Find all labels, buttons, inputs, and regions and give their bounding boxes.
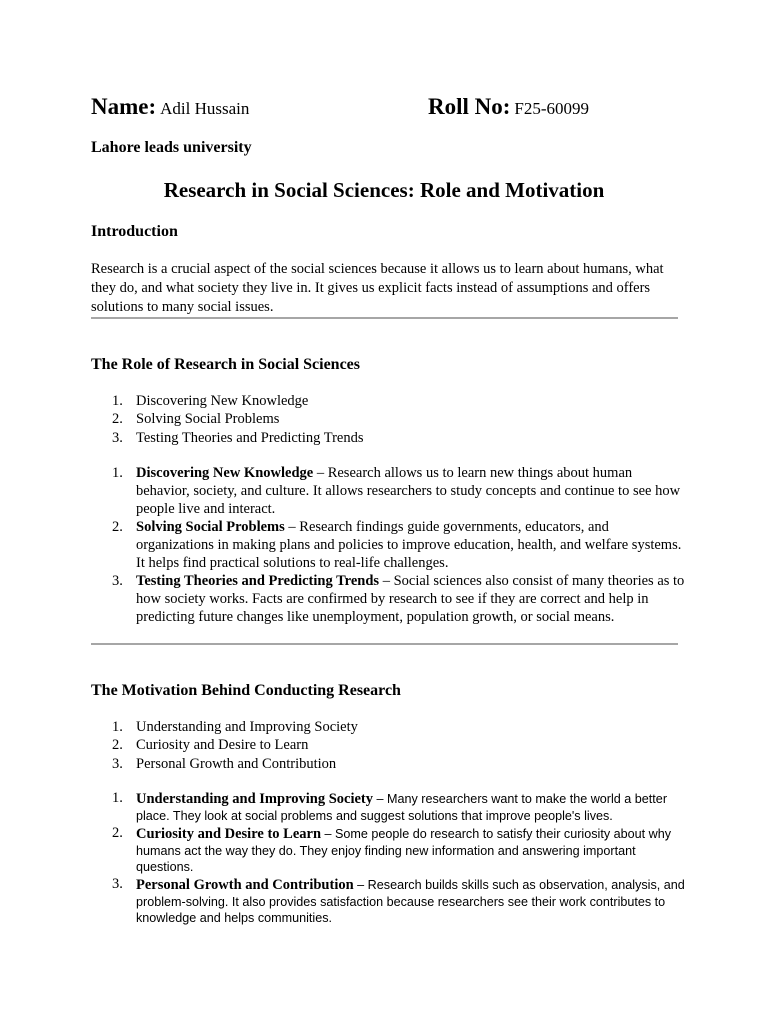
list-item: 2. Solving Social Problems – Research findings guide governments, educators, and organizations in making plans and policies to improve education, health, and welfare systems. It helps find practical solutions to real-life challenges. — [112, 519, 682, 571]
introduction-paragraph: Research is a crucial aspect of the social sciences because it allows us to learn about humans, what they do, and what society they live in. It gives us explicit facts instead of assumptions and offers solutions to many social issues. — [91, 261, 664, 315]
roll-line — [428, 94, 589, 120]
list-item: 3. Personal Growth and Contribution — [112, 755, 337, 772]
name-value: Adil Hussain — [160, 99, 250, 118]
motivation-detail-list — [112, 790, 687, 926]
role-heading: The Role of Research in Social Sciences — [91, 356, 361, 373]
list-item: 3. Testing Theories and Predicting Trends – Social sciences also consist of many theories as to how society works. Facts are confirmed by research to see if they are correct and help in predicting future changes like unemployment, population growth, or social means. — [112, 573, 685, 625]
list-item: 3. Personal Growth and Contribution – Research builds skills such as observation, analysis, and problem-solving. It also provides satisfaction because researchers see their work contributes to knowledge and helps communities. — [112, 876, 685, 925]
list-item: 1. Discovering New Knowledge – Research allows us to learn new things about human behavior, society, and culture. It allows researchers to study concepts and continue to see how people live and interact. — [112, 465, 681, 517]
role-detail-list — [112, 464, 687, 626]
name-label: Name: — [91, 94, 157, 119]
list-item: 1. Understanding and Improving Society — [112, 719, 358, 735]
list-item: 3. Testing Theories and Predicting Trends — [112, 429, 364, 446]
list-item: 2. Curiosity and Desire to Learn — [112, 737, 309, 754]
list-item: 1. Understanding and Improving Society – Many researchers want to make the world a better place. They look at social problems and suggest solutions that improve people's lives. — [112, 790, 668, 823]
university-name: Lahore leads university — [91, 139, 252, 156]
roll-value: F25-60099 — [514, 99, 590, 118]
list-item: 1. Discovering New Knowledge — [112, 393, 309, 409]
list-item: 2. Curiosity and Desire to Learn – Some people do research to satisfy their curiosity about why humans act the way they do. They enjoy finding new information and answering important questions. — [112, 825, 672, 874]
roll-label: Roll No: — [428, 94, 511, 119]
motivation-summary-list — [112, 718, 682, 773]
role-summary-list — [112, 392, 682, 447]
divider — [91, 643, 678, 645]
list-item: 2. Solving Social Problems — [112, 411, 280, 428]
document-title: Research in Social Sciences: Role and Motivation — [163, 178, 605, 202]
introduction-heading: Introduction — [91, 223, 178, 240]
divider — [91, 317, 678, 319]
motivation-heading: The Motivation Behind Conducting Research — [91, 682, 401, 699]
name-line — [91, 94, 249, 120]
